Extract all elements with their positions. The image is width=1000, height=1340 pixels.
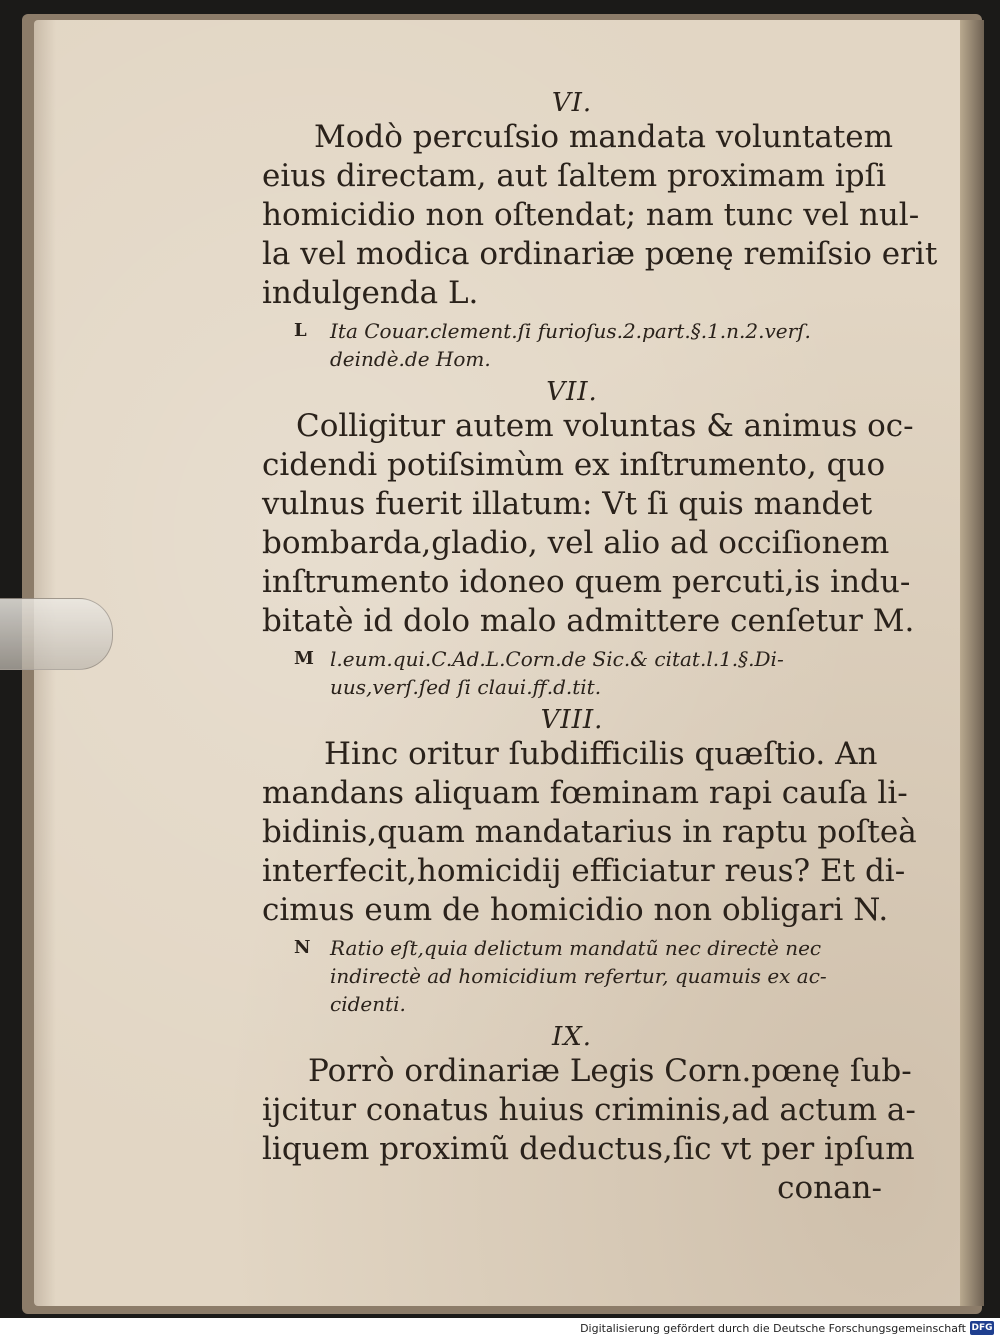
note-line: cidenti. <box>330 992 406 1016</box>
note-line: Ita Couar.clement.ſi furioſus.2.part.§.1.n.2.verſ. <box>330 319 811 343</box>
section-heading: VIII. <box>540 705 604 735</box>
text-line: Hinc oritur ſubdifficilis quæſtio. An <box>324 736 878 772</box>
page-gutter-shadow <box>960 20 984 1306</box>
text-line: bitatè id dolo malo admittere cenſetur M. <box>262 603 915 639</box>
note-mark: L <box>294 320 307 341</box>
note-line: Ratio eſt,quia delictum mandatũ nec directè nec <box>330 936 822 960</box>
text-line: eius directam, aut ſaltem proximam ipſi <box>262 158 886 194</box>
text-line: liquem proximũ deductus,ſic vt per ipſum <box>262 1131 915 1167</box>
text-line: la vel modica ordinariæ pœnę remiſsio erit <box>262 236 938 272</box>
text-line: inſtrumento idoneo quem percuti,is indu- <box>262 564 911 600</box>
section-paragraph <box>262 1052 916 1169</box>
marginal-note <box>262 645 882 701</box>
section-paragraph <box>262 118 938 313</box>
note-line: uus,verſ.ſed ſi claui.ff.d.tit. <box>330 675 602 699</box>
text-line: cimus eum de homicidio non obligari N. <box>262 892 889 928</box>
text-line: indulgenda L. <box>262 275 479 311</box>
text-line: vulnus fuerit illatum: Vt ſi quis mandet <box>262 486 873 522</box>
note-line: l.eum.qui.C.Ad.L.Corn.de Sic.& citat.l.1.§.Di- <box>330 647 784 671</box>
catchword: conan- <box>777 1170 882 1206</box>
text-line: Modò percuſsio mandata voluntatem <box>314 119 894 155</box>
text-line: mandans aliquam fœminam rapi cauſa li- <box>262 775 908 811</box>
text-line: ijcitur conatus huius criminis,ad actum a- <box>262 1092 916 1128</box>
marginal-note <box>262 317 882 373</box>
note-line: indirectè ad homicidium refertur, quamuis ex ac- <box>330 964 827 988</box>
text-line: Porrò ordinariæ Legis Corn.pœnę ſub- <box>308 1053 912 1089</box>
note-line: deindè.de Hom. <box>330 347 491 371</box>
funding-credit: Digitalisierung gefördert durch die Deutsche Forschungsgemeinschaft <box>580 1322 966 1335</box>
note-mark: N <box>294 937 311 958</box>
text-line: Colligitur autem voluntas & animus oc- <box>296 408 914 444</box>
text-line: interfecit,homicidij efficiatur reus? Et di- <box>262 853 906 889</box>
section-paragraph <box>262 407 915 641</box>
section-heading: IX. <box>551 1022 593 1052</box>
text-line: bidinis,quam mandatarius in raptu poſteà <box>262 814 917 850</box>
section-heading: VI. <box>551 88 593 118</box>
dfg-logo-icon: DFG <box>971 1323 993 1333</box>
page-text <box>262 88 938 1208</box>
section-paragraph <box>262 735 917 930</box>
note-mark: M <box>294 648 314 669</box>
footer-bar <box>0 1318 1000 1340</box>
text-line: cidendi potiſsimùm ex inſtrumento, quo <box>262 447 886 483</box>
text-line: homicidio non oſtendat; nam tunc vel nul- <box>262 197 920 233</box>
page-clip-holder <box>0 598 113 670</box>
marginal-note <box>262 934 882 1018</box>
section-heading: VII. <box>546 377 598 407</box>
text-line: bombarda,gladio, vel alio ad occiſionem <box>262 525 890 561</box>
